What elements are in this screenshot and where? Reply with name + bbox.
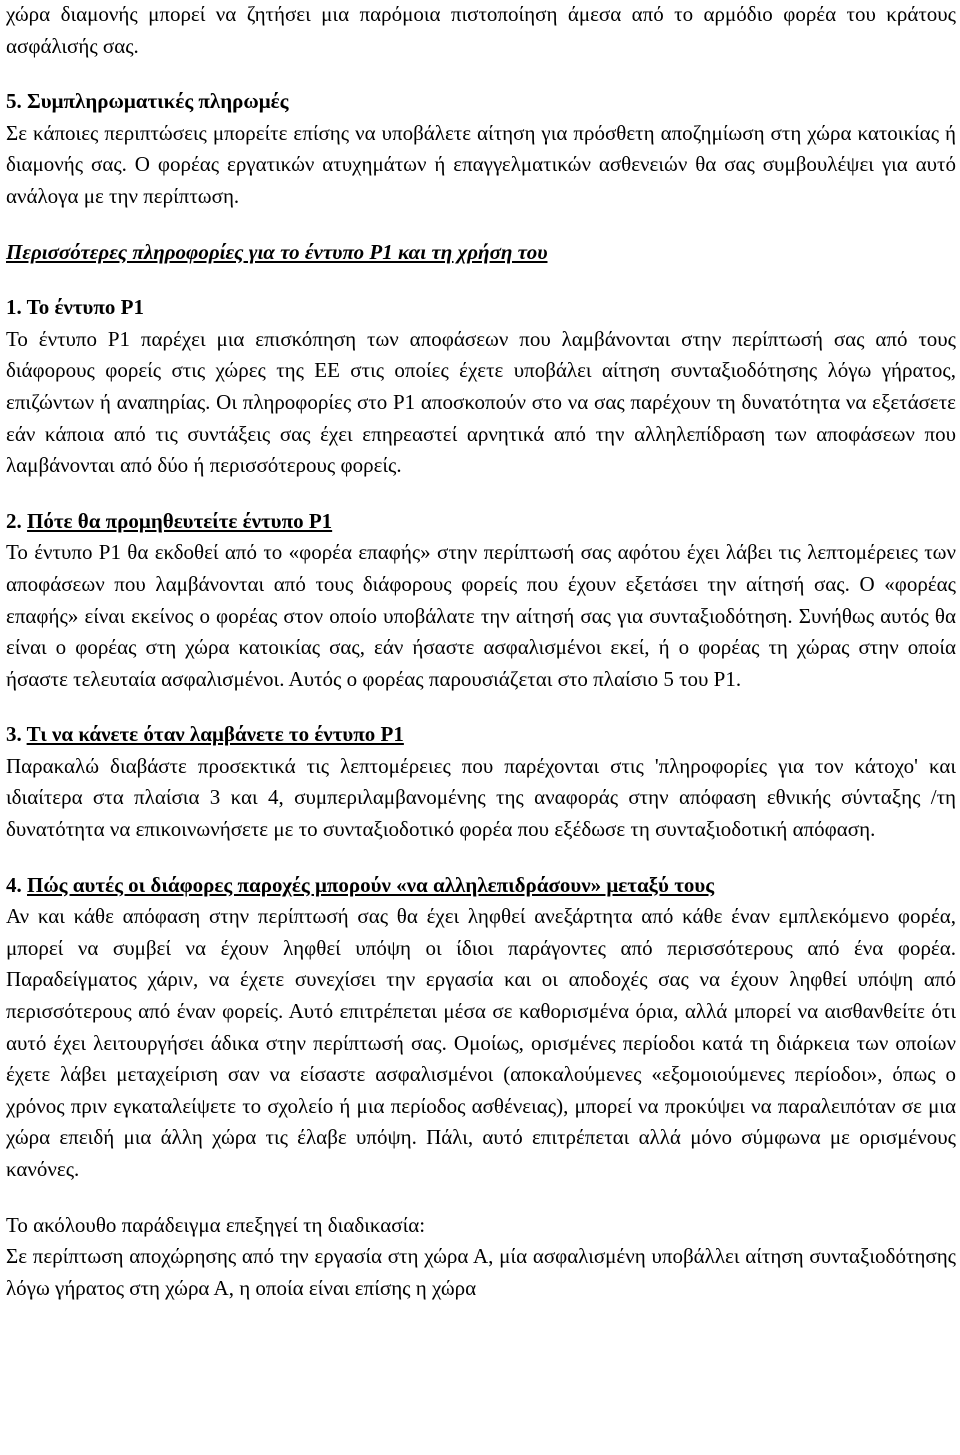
section-3-body: Παρακαλώ διαβάστε προσεκτικά τις λεπτομέρειες που παρέχονται στις 'πληροφορίες για τον κάτοχο' και ιδιαίτερα στα πλαίσια 3 και 4, συμπεριλαμβανομένης της αναφοράς στην απόφαση εθνικής σύνταξης /τη δυνατότητα να επικοινωνήσετε με το συνταξιοδοτικό φορέα που εξέδωσε τη συνταξιοδοτική απόφαση. [6, 753, 956, 842]
section-4-number: 4. [6, 872, 22, 897]
spacer [6, 1186, 956, 1210]
section-3-heading [6, 719, 956, 751]
section-3-title: Τι να κάνετε όταν λαμβάνετε το έντυπο P1 [26, 722, 404, 747]
section-2-title: Πότε θα προμηθευτείτε έντυπο P1 [27, 508, 333, 533]
section-2-number: 2. [6, 508, 22, 533]
section-5-heading: 5. Συμπληρωματικές πληρωμές [6, 89, 289, 114]
spacer [6, 846, 956, 870]
section-2-body: Το έντυπο P1 θα εκδοθεί από το «φορέα επαφής» στην περίπτωσή σας αφότου έχει λάβει τις λεπτομέρειες των αποφάσεων που λαμβάνονται από τους διάφορους φορείς που έχουν εξετάσει την αίτησή σας. Ο «φορέας επαφής» είναι εκείνος ο φορέας στον οποίο υποβάλατε την αίτησή σας για συνταξιοδότηση. Συνήθως αυτός θα είναι ο φορέας στη χώρα κατοικίας σας, εάν ήσαστε ασφαλισμένοι εκεί, ή ο φορέας τη χώρας στην οποία ήσαστε τελευταία ασφαλισμένοι. Αυτός ο φορέας παρουσιάζεται στο πλαίσιο 5 του P1. [6, 540, 956, 691]
section-1-number: 1. [6, 295, 22, 320]
section-1-heading [6, 292, 956, 324]
spacer [6, 213, 956, 237]
section-5-body: Σε κάποιες περιπτώσεις μπορείτε επίσης να υποβάλετε αίτηση για πρόσθετη αποζημίωση στη χώρα κατοικίας ή διαμονής σας. Ο φορέας εργατικών ατυχημάτων ή επαγγελματικών ασθενειών θα σας συμβουλέψει για αυτό ανάλογα με την περίπτωση. [6, 120, 956, 208]
document-page [6, 0, 956, 1304]
section-4-body: Αν και κάθε απόφαση στην περίπτωσή σας θα έχει ληφθεί ανεξάρτητα από κάθε έναν εμπλεκόμενο φορέα, μπορεί να συμβεί να έχουν ληφθεί υπόψη οι ίδιοι παράγοντες από περισσότερους από ένα φορέα. Παραδείγματος χάριν, να έχετε συνεχίσει την εργασία και οι αποδοχές σας να έχουν ληφθεί υπόψη από περισσότερους από έναν φορείς. Αυτό επιτρέπεται μέσα σε καθορισμένα όρια, αλλά μπορεί να αισθανθείτε ότι αυτό έχει λειτουργήσει άδικα στην περίπτωσή σας. Ομοίως, ορισμένες περίοδοι κατά τη διάρκεια των οποίων έχετε λάβει μεταχείριση σαν να είσαστε ασφαλισμένοι (αποκαλούμενες «εξομοιούμενες περίοδοι», όπως ο χρόνος πριν εγκαταλείψετε το σχολείο ή μια περίοδος ασθένειας), μπορεί να προκύψει να παραλειπόταν σε μια χώρα επειδή μια άλλη χώρα τις έλαβε υπόψη. Πάλι, αυτό επιτρέπεται αλλά μόνο σύμφωνα με ορισμένους κανόνες. [6, 904, 956, 1181]
spacer [6, 695, 956, 719]
example-body: Σε περίπτωση αποχώρησης από την εργασία στη χώρα Α, μία ασφαλισμένη υποβάλλει αίτηση συνταξιοδότησης λόγω γήρατος στη χώρα Α, η οποία είναι επίσης η χώρα [6, 1244, 956, 1300]
spacer [6, 482, 956, 506]
intro-paragraph: χώρα διαμονής μπορεί να ζητήσει μια παρόμοια πιστοποίηση άμεσα από το αρμόδιο φορέα του κράτους ασφάλισής σας. [6, 2, 956, 58]
section-1-title: Το έντυπο P1 [26, 295, 144, 320]
section-4-heading [6, 870, 956, 902]
section-1-body: Το έντυπο P1 παρέχει μια επισκόπηση των αποφάσεων που λαμβάνονται στην περίπτωσή σας από τους διάφορους φορείς στις χώρες της ΕΕ στις οποίες έχετε υποβάλει αίτηση συνταξιοδότησης λόγω γήρατος, επιζώντων ή αναπηρίας. Οι πληροφορίες στο P1 αποσκοπούν στο να σας παρέχουν τη δυνατότητα να εξετάσετε εάν κάποια από τις συντάξεις σας έχει επηρεαστεί αρνητικά από την αλληλεπίδραση των αποφάσεων που λαμβάνονται από δύο ή περισσότερους φορείς. [6, 326, 956, 478]
section-4-title: Πώς αυτές οι διάφορες παροχές μπορούν «να αλληλεπιδράσουν» μεταξύ τους [27, 872, 715, 897]
section-3-number: 3. [6, 722, 22, 747]
spacer [6, 62, 956, 86]
spacer [6, 268, 956, 292]
more-info-title: Περισσότερες πληροφορίες για το έντυπο P1 και τη χρήση του [6, 239, 548, 264]
more-info-heading [6, 237, 956, 269]
example-intro: Το ακόλουθο παράδειγμα επεξηγεί τη διαδικασία: [6, 1212, 426, 1237]
section-2-heading [6, 506, 956, 538]
